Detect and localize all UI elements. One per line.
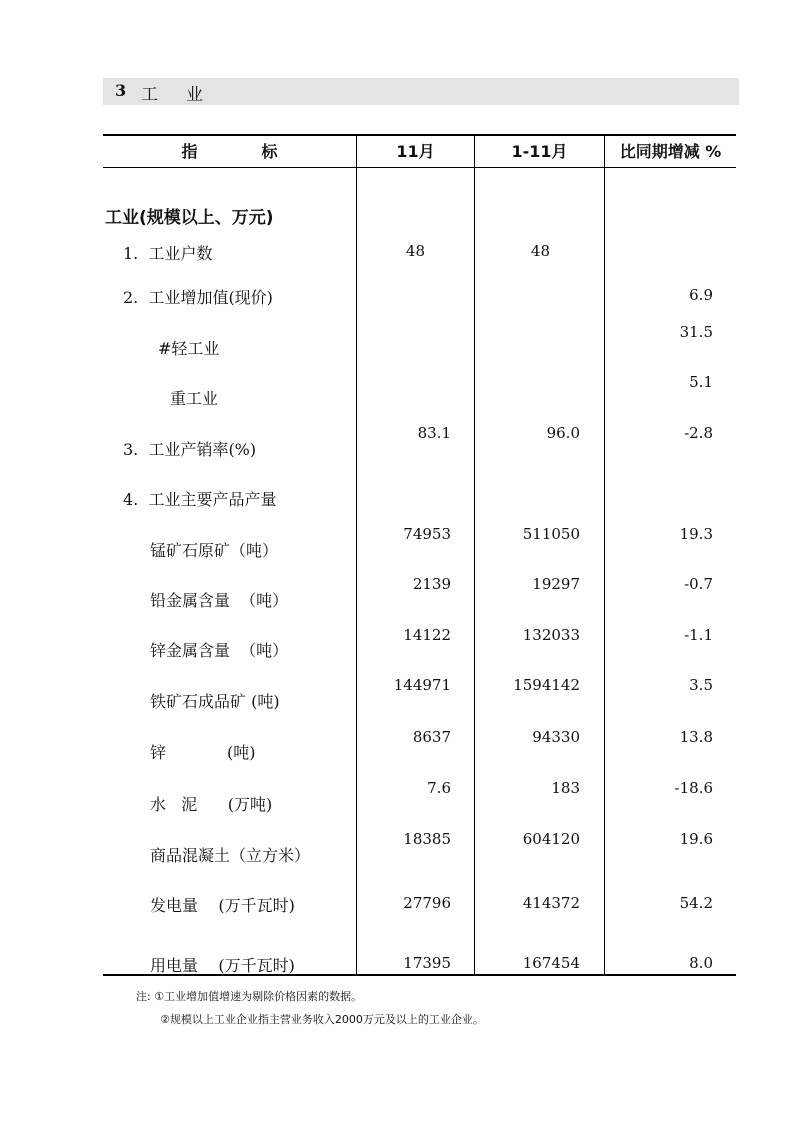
row-month-value: 83.1 [417, 424, 451, 442]
row-label: 铅金属含量 （吨） [150, 591, 289, 610]
row-yoy-value: -2.8 [684, 424, 713, 442]
header-yoy: 比同期增减 % [619, 142, 722, 161]
row-ytd-value: 132033 [522, 626, 580, 644]
row-yoy-value: 8.0 [689, 954, 713, 972]
row-ytd-value: 48 [530, 242, 550, 260]
row-ytd-value: 511050 [522, 525, 580, 543]
section-title: 工业 [141, 85, 231, 105]
row-yoy-value: 3.5 [689, 676, 713, 694]
row-label: 1. 工业户数 [123, 244, 213, 263]
row-label: 2. 工业增加值(现价) [123, 288, 273, 307]
row-label: 用电量 (万千瓦时) [150, 956, 295, 975]
section-number: 3 [115, 81, 127, 100]
row-label: #轻工业 [158, 339, 220, 358]
row-yoy-value: -1.1 [684, 626, 713, 644]
row-ytd-value: 604120 [522, 830, 580, 848]
header-bottom-rule [103, 167, 736, 168]
row-yoy-value: -18.6 [674, 779, 713, 797]
row-ytd-value: 96.0 [546, 424, 580, 442]
row-ytd-value: 1594142 [513, 676, 580, 694]
row-label: 3. 工业产销率(%) [123, 440, 257, 459]
row-month-value: 144971 [393, 676, 451, 694]
section-header [103, 78, 739, 105]
row-label: 锌 (吨) [150, 743, 256, 762]
row-ytd-value: 414372 [522, 894, 580, 912]
row-month-value: 2139 [412, 575, 451, 593]
row-yoy-value: 19.6 [679, 830, 713, 848]
row-yoy-value: 13.8 [679, 728, 713, 746]
row-ytd-value: 94330 [532, 728, 580, 746]
row-label: 重工业 [170, 389, 219, 408]
row-ytd-value: 183 [551, 779, 580, 797]
header-ytd: 1-11月 [511, 142, 568, 161]
row-month-value: 14122 [403, 626, 451, 644]
row-label: 锰矿石原矿（吨） [150, 541, 279, 560]
row-month-value: 7.6 [427, 779, 451, 797]
column-divider [604, 134, 605, 976]
row-month-value: 18385 [403, 830, 451, 848]
row-month-value: 17395 [403, 954, 451, 972]
header-indicator: 指 标 [181, 142, 278, 161]
row-label: 水 泥 (万吨) [150, 795, 273, 814]
row-yoy-value: 5.1 [689, 373, 713, 391]
row-ytd-value: 19297 [532, 575, 580, 593]
row-yoy-value: -0.7 [684, 575, 713, 593]
row-label: 铁矿石成品矿 (吨) [150, 692, 280, 711]
row-month-value: 74953 [403, 525, 451, 543]
row-label: 4. 工业主要产品产量 [123, 490, 277, 509]
table-top-rule [103, 134, 736, 136]
footnote: ②规模以上工业企业指主营业务收入2000万元及以上的工业企业。 [160, 1013, 484, 1026]
footnote: 注: ①工业增加值增速为剔除价格因素的数据。 [136, 990, 363, 1003]
row-label: 锌金属含量 （吨） [150, 641, 289, 660]
header-month: 11月 [396, 142, 435, 161]
row-label: 发电量 (万千瓦时) [150, 896, 295, 915]
row-yoy-value: 6.9 [689, 286, 713, 304]
row-month-value: 48 [405, 242, 425, 260]
row-label: 商品混凝土（立方米） [150, 846, 311, 865]
row-month-value: 8637 [412, 728, 451, 746]
group-title: 工业(规模以上、万元) [105, 208, 274, 228]
column-divider [356, 134, 357, 976]
row-ytd-value: 167454 [522, 954, 580, 972]
row-yoy-value: 19.3 [679, 525, 713, 543]
row-yoy-value: 31.5 [679, 323, 713, 341]
row-month-value: 27796 [403, 894, 451, 912]
row-yoy-value: 54.2 [679, 894, 713, 912]
column-divider [474, 134, 475, 976]
